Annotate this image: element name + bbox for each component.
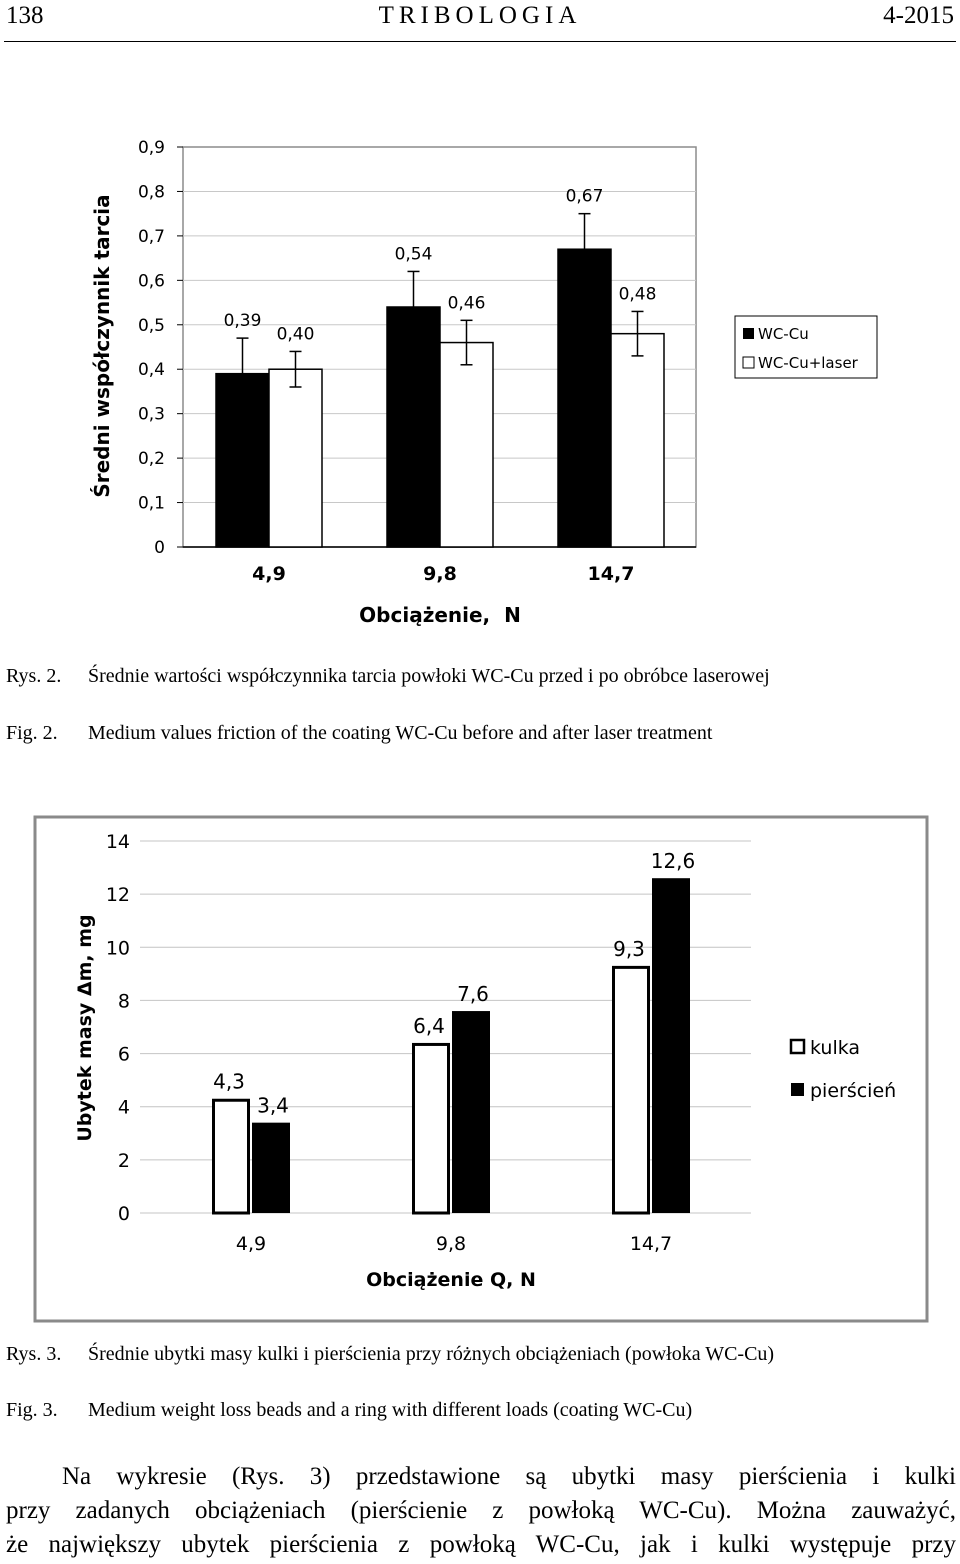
paragraph-line: Na wykresie (Rys. 3) przedstawione są ubytki masy pierścienia i kulki: [62, 1463, 956, 1490]
legend-kulka-swatch: [791, 1040, 804, 1053]
x-tick-label: 14,7: [629, 1233, 673, 1255]
bar-pierscien: [652, 878, 690, 1213]
x-tick-label: 4,9: [252, 563, 286, 585]
y-tick-label: 2: [117, 1149, 130, 1172]
x-tick-label: 4,9: [235, 1233, 267, 1255]
data-label: 9,3: [613, 936, 645, 961]
data-label: 0,54: [394, 244, 433, 265]
legend-kulka-label: kulka: [810, 1037, 861, 1059]
data-label: 12,6: [650, 849, 696, 874]
journal-title: TRIBOLOGIA: [378, 2, 582, 29]
caption-label: Rys. 2.: [6, 665, 62, 687]
figure2-x-axis-label: Obciążenie, N: [359, 603, 521, 627]
issue-number: 4-2015: [883, 2, 954, 29]
caption-text: Średnie wartości współczynnika tarcia powłoki WC-Cu przed i po obróbce laserowej: [88, 665, 770, 687]
bar-pierscien: [252, 1123, 290, 1213]
paragraph-line: że największy ubytek pierścienia z powłoką WC-Cu, jak i kulki występuje przy: [6, 1531, 956, 1558]
legend-wccu-label: WC-Cu: [758, 325, 809, 343]
y-tick-label: 0,8: [137, 182, 165, 203]
caption-label: Fig. 2.: [6, 722, 58, 744]
y-tick-label: 0,1: [137, 493, 165, 514]
caption-text: Średnie ubytki masy kulki i pierścienia przy różnych obciążeniach (powłoka WC-Cu): [88, 1343, 775, 1365]
y-tick-label: 0,9: [137, 138, 165, 158]
bar-pierscien: [452, 1011, 490, 1213]
x-tick-label: 9,8: [423, 563, 457, 585]
data-label: 3,4: [257, 1093, 289, 1118]
figure3-y-axis-label: Ubytek masy Δm, mg: [74, 914, 96, 1142]
y-tick-label: 0,7: [137, 226, 165, 247]
y-tick-label: 14: [105, 831, 130, 853]
figure3-caption-en: [6, 1398, 954, 1422]
y-tick-label: 4: [117, 1096, 130, 1119]
bar-kulka: [614, 967, 649, 1213]
data-label: 0,39: [223, 311, 262, 332]
legend-pierscien-label: pierścień: [810, 1080, 897, 1102]
bar-kulka: [214, 1100, 249, 1213]
y-tick-label: 6: [117, 1043, 130, 1066]
x-tick-label: 14,7: [587, 563, 635, 585]
figure3-x-axis-label: Obciążenie Q, N: [366, 1269, 536, 1291]
y-tick-label: 0,4: [137, 360, 165, 381]
paragraph-line: przy zadanych obciążeniach (pierścienie z powłoką WC-Cu). Można zauważyć,: [6, 1497, 956, 1524]
caption-label: Rys. 3.: [6, 1343, 62, 1365]
y-tick-label: 12: [105, 884, 130, 907]
figure2-y-axis-label: Średni współczynnik tarcia: [90, 194, 114, 498]
y-tick-label: 0,5: [137, 315, 165, 336]
y-tick-label: 0,3: [137, 404, 165, 425]
y-tick-label: 0: [154, 538, 165, 558]
legend-pierscien-swatch: [791, 1083, 804, 1096]
data-label: 6,4: [413, 1013, 445, 1038]
legend-wccu-laser-label: WC-Cu+laser: [758, 354, 858, 372]
y-tick-label: 0,2: [137, 449, 165, 470]
data-label: 0,40: [276, 324, 315, 345]
bar-kulka: [414, 1044, 449, 1213]
figure3-caption-pl: [6, 1342, 954, 1390]
data-label: 0,46: [447, 293, 486, 314]
data-label: 0,48: [618, 284, 657, 305]
data-label: 7,6: [457, 982, 489, 1007]
y-tick-label: 8: [117, 990, 130, 1013]
x-tick-label: 9,8: [435, 1233, 467, 1255]
page-number: 138: [6, 2, 44, 29]
caption-label: Fig. 3.: [6, 1399, 58, 1421]
caption-text: Medium values friction of the coating WC-Cu before and after laser treatment: [88, 722, 713, 744]
y-tick-label: 0: [117, 1203, 130, 1225]
y-tick-label: 10: [105, 937, 130, 960]
data-label: 4,3: [213, 1069, 245, 1094]
data-label: 0,67: [565, 186, 604, 207]
body-paragraph: [6, 1460, 956, 1562]
y-tick-label: 0,6: [137, 271, 165, 292]
caption-text: Medium weight loss beads and a ring with different loads (coating WC-Cu): [88, 1399, 693, 1421]
